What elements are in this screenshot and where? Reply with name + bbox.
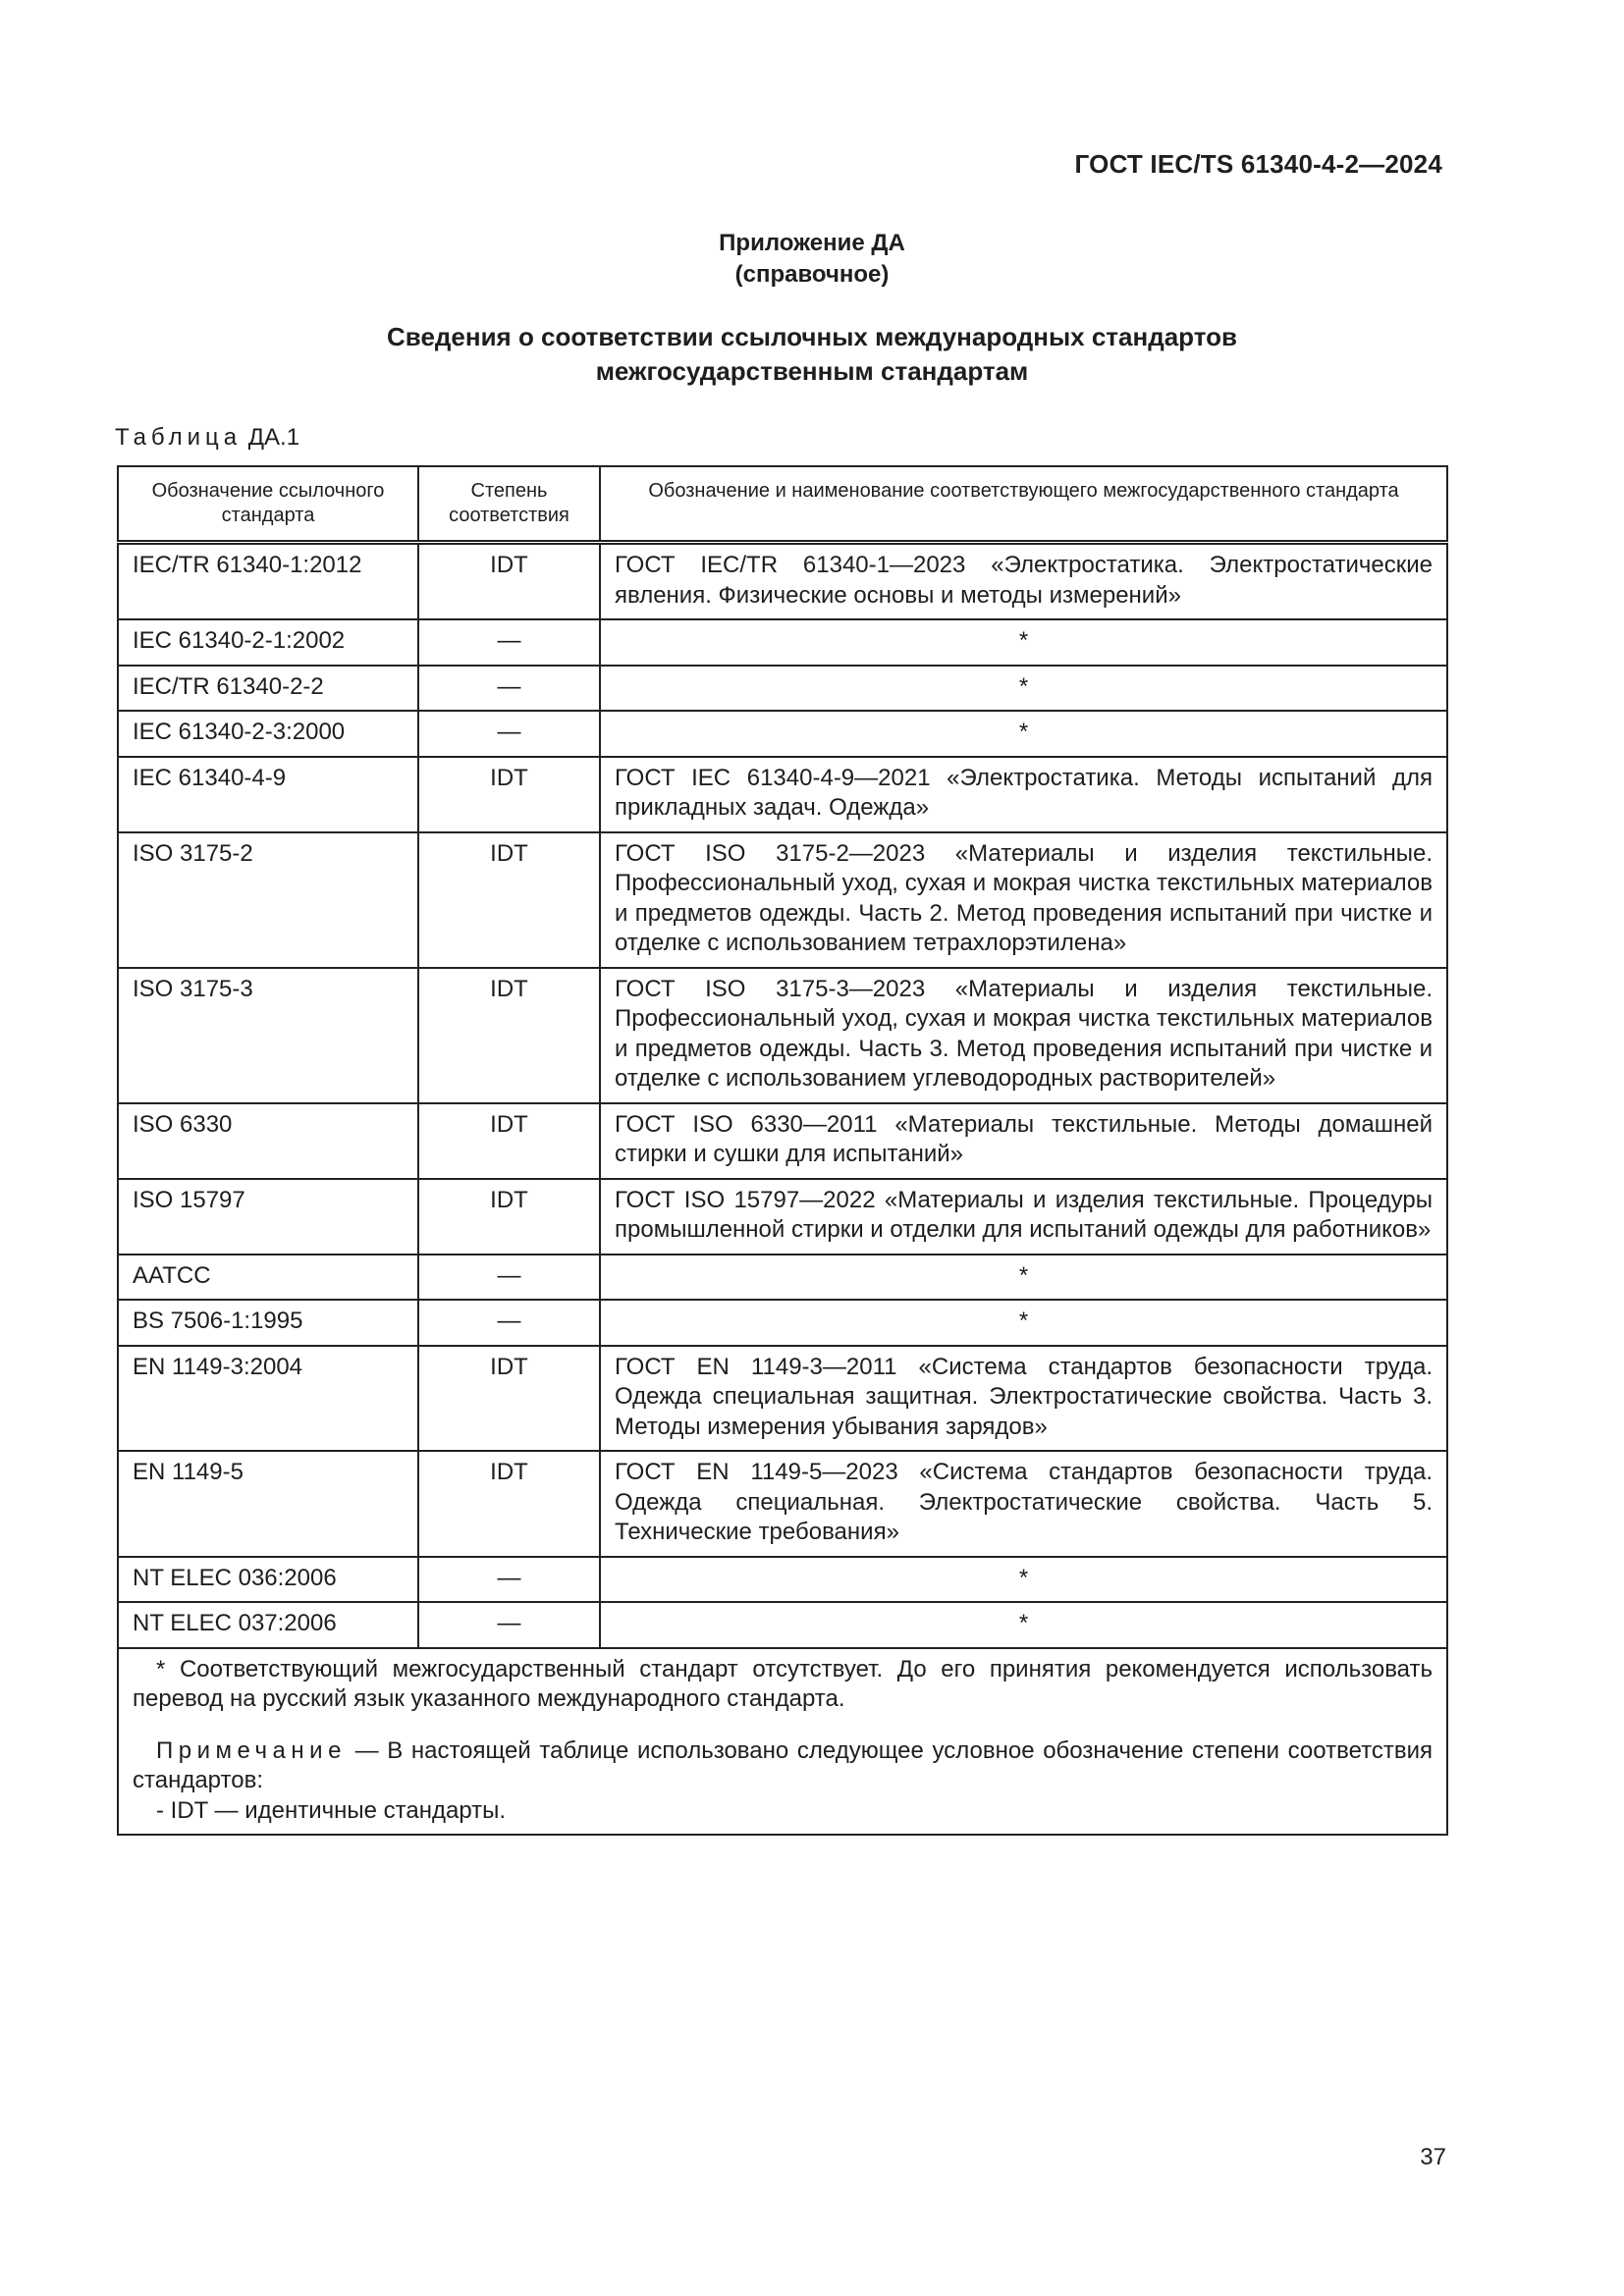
degree-cell: IDT — [418, 1451, 600, 1557]
table-notes — [118, 1648, 1447, 1836]
interstate-standard-cell: ГОСТ ISO 6330—2011 «Материалы текстильные. Методы домашней стирки и сушки для испытаний» — [600, 1103, 1447, 1179]
interstate-standard-cell: ГОСТ EN 1149-5—2023 «Система стандартов безопасности труда. Одежда специальная. Электростатические свойства. Часть 5. Технические требования» — [600, 1451, 1447, 1557]
degree-cell: IDT — [418, 968, 600, 1103]
reference-standard-cell: ISO 6330 — [118, 1103, 418, 1179]
reference-standard-cell: NT ELEC 036:2006 — [118, 1557, 418, 1603]
interstate-standard-cell: ГОСТ IEC 61340-4-9—2021 «Электростатика. Методы испытаний для прикладных задач. Одежда» — [600, 757, 1447, 832]
degree-cell: IDT — [418, 543, 600, 620]
interstate-standard-cell: ГОСТ ISO 3175-2—2023 «Материалы и изделия текстильные. Профессиональный уход, сухая и мокрая чистка текстильных материалов и предметов одежды. Часть 2. Метод проведения испытаний при чистке и отделке с использованием тетрахлорэтилена» — [600, 832, 1447, 968]
interstate-standard-cell: * — [600, 1557, 1447, 1603]
table-header-row — [118, 466, 1447, 543]
table-row — [118, 1602, 1447, 1648]
reference-standard-cell: IEC 61340-2-1:2002 — [118, 619, 418, 666]
degree-cell: — — [418, 1255, 600, 1301]
reference-standard-cell: EN 1149-3:2004 — [118, 1346, 418, 1452]
table-row — [118, 666, 1447, 712]
interstate-standard-cell: ГОСТ ISO 15797—2022 «Материалы и изделия текстильные. Процедуры промышленной стирки и отделки для испытаний одежды для работников» — [600, 1179, 1447, 1255]
interstate-standard-cell: ГОСТ IEC/TR 61340-1—2023 «Электростатика. Электростатические явления. Физические основы и методы измерений» — [600, 543, 1447, 620]
table-label-word: Таблица — [115, 424, 243, 451]
reference-standard-cell: BS 7506-1:1995 — [118, 1300, 418, 1346]
degree-cell: — — [418, 1300, 600, 1346]
note — [133, 1736, 1433, 1796]
reference-standard-cell: NT ELEC 037:2006 — [118, 1602, 418, 1648]
reference-standard-cell: AATCC — [118, 1255, 418, 1301]
table-row — [118, 1179, 1447, 1255]
annex-title-block — [0, 228, 1624, 291]
reference-standard-cell: ISO 15797 — [118, 1179, 418, 1255]
reference-standard-cell: EN 1149-5 — [118, 1451, 418, 1557]
degree-cell: IDT — [418, 1346, 600, 1452]
interstate-standard-cell: ГОСТ ISO 3175-3—2023 «Материалы и изделия текстильные. Профессиональный уход, сухая и мокрая чистка текстильных материалов и предметов одежды. Часть 3. Метод проведения испытаний при чистке и отделке с использованием углеводородных растворителей» — [600, 968, 1447, 1103]
table-body — [118, 543, 1447, 1648]
table-row — [118, 1451, 1447, 1557]
reference-standard-cell: IEC/TR 61340-1:2012 — [118, 543, 418, 620]
degree-cell: — — [418, 711, 600, 757]
table-notes-row — [118, 1648, 1447, 1836]
column-header-reference: Обозначение ссылочного стандарта — [118, 466, 418, 543]
reference-standard-cell: ISO 3175-3 — [118, 968, 418, 1103]
degree-cell: — — [418, 1557, 600, 1603]
interstate-standard-cell: * — [600, 1602, 1447, 1648]
table-row — [118, 1346, 1447, 1452]
table-row — [118, 832, 1447, 968]
table-row — [118, 543, 1447, 620]
table-row — [118, 1103, 1447, 1179]
interstate-standard-cell: * — [600, 1300, 1447, 1346]
interstate-standard-cell: * — [600, 619, 1447, 666]
table-row — [118, 1300, 1447, 1346]
reference-standard-cell: IEC 61340-2-3:2000 — [118, 711, 418, 757]
column-header-degree: Степень соответствия — [418, 466, 600, 543]
degree-cell: — — [418, 1602, 600, 1648]
interstate-standard-cell: * — [600, 666, 1447, 712]
annex-title: Приложение ДА — [719, 230, 905, 256]
section-heading-line-1: Сведения о соответствии ссылочных международных стандартов — [387, 322, 1237, 351]
table-row — [118, 619, 1447, 666]
reference-standard-cell: IEC/TR 61340-2-2 — [118, 666, 418, 712]
footnote: * Соответствующий межгосударственный стандарт отсутствует. До его принятия рекомендуется использовать перевод на русский язык указанного международного стандарта. — [133, 1655, 1433, 1712]
table-row — [118, 968, 1447, 1103]
table-row — [118, 1557, 1447, 1603]
degree-cell: IDT — [418, 832, 600, 968]
section-heading-line-2: межгосударственным стандартам — [595, 356, 1029, 386]
degree-cell: IDT — [418, 1179, 600, 1255]
interstate-standard-cell: ГОСТ EN 1149-3—2011 «Система стандартов безопасности труда. Одежда специальная защитная. Электростатические свойства. Часть 3. Методы измерения убывания зарядов» — [600, 1346, 1447, 1452]
table-row — [118, 1255, 1447, 1301]
degree-cell: — — [418, 619, 600, 666]
reference-standard-cell: ISO 3175-2 — [118, 832, 418, 968]
table-label — [115, 424, 299, 452]
annex-subtitle: (справочное) — [734, 261, 890, 288]
degree-cell: IDT — [418, 1103, 600, 1179]
document-code: ГОСТ IEC/TS 61340-4-2—2024 — [1074, 149, 1442, 179]
table-row — [118, 711, 1447, 757]
note-item: - IDT — идентичные стандарты. — [156, 1796, 507, 1824]
degree-cell: IDT — [418, 757, 600, 832]
reference-standard-cell: IEC 61340-4-9 — [118, 757, 418, 832]
degree-cell: — — [418, 666, 600, 712]
table-label-number: ДА.1 — [247, 424, 300, 451]
column-header-interstate-standard: Обозначение и наименование соответствующего межгосударственного стандарта — [600, 466, 1447, 543]
interstate-standard-cell: * — [600, 711, 1447, 757]
page-number: 37 — [1420, 2144, 1446, 2170]
note-label: Примечание — [156, 1736, 347, 1764]
table-row — [118, 757, 1447, 832]
note-text: — В настоящей таблице использовано следующее условное обозначение степени соответствия стандартов: — [133, 1736, 1433, 1793]
correspondence-table — [117, 465, 1448, 1836]
interstate-standard-cell: * — [600, 1255, 1447, 1301]
section-heading — [0, 320, 1624, 389]
